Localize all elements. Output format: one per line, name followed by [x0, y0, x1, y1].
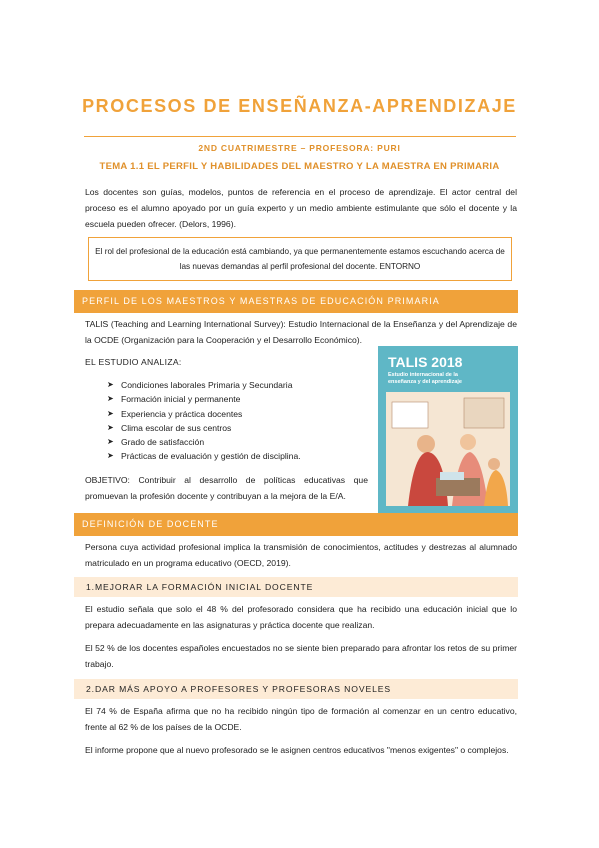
list-item: ➤ Condiciones laborales Primaria y Secundaria [107, 378, 301, 392]
arrow-bullet-icon: ➤ [107, 437, 114, 447]
estudio-list [107, 378, 301, 464]
list-item: ➤ Clima escolar de sus centros [107, 421, 301, 435]
document-subtitle: 2ND CUATRIMESTRE – PROFESORA: PURI [198, 143, 401, 153]
list-item: ➤ Prácticas de evaluación y gestión de disciplina. [107, 449, 301, 463]
arrow-bullet-icon: ➤ [107, 394, 114, 404]
estudio-label: EL ESTUDIO ANALIZA: [85, 357, 182, 367]
talis-cover-image [378, 346, 518, 514]
title-divider [84, 136, 516, 137]
subsection-heading-formacion: 1.MEJORAR LA FORMACIÓN INICIAL DOCENTE [74, 577, 518, 597]
apoyo-paragraph-2: El informe propone que al nuevo profesorado se le asignen centros educativos "menos exigentes" o complejos. [85, 745, 509, 755]
subsection-heading-apoyo: 2.DAR MÁS APOYO A PROFESORES Y PROFESORAS NOVELES [74, 679, 518, 699]
intro-paragraph: Los docentes son guías, modelos, puntos de referencia en el proceso de aprendizaje. El actor central del proceso es el alumno apoyado por un guía experto y un medio ambiente estimulante que sólo el docente y la escuela pueden ofrecer. (Delors, 1996). [85, 187, 517, 229]
arrow-bullet-icon: ➤ [107, 380, 114, 389]
list-item: ➤ Experiencia y práctica docentes [107, 407, 301, 421]
cover-subtitle-2: enseñanza y del aprendizaje [388, 379, 462, 385]
document-title: PROCESOS DE ENSEÑANZA-APRENDIZAJE [82, 96, 517, 116]
cover-illustration [378, 346, 518, 514]
highlight-box: El rol del profesional de la educación está cambiando, ya que permanentemente estamos escuchando acerca de las nuevas demandas al perfil profesional del docente. ENTORNO [88, 237, 512, 281]
arrow-bullet-icon: ➤ [107, 451, 114, 461]
section-heading-perfil: PERFIL DE LOS MAESTROS Y MAESTRAS DE EDUCACIÓN PRIMARIA [74, 290, 518, 313]
cover-subtitle-1: Estudio internacional de la [388, 372, 458, 378]
list-item: ➤ Grado de satisfacción [107, 435, 301, 449]
arrow-bullet-icon: ➤ [107, 408, 114, 418]
topic-heading: TEMA 1.1 EL PERFIL Y HABILIDADES DEL MAESTRO Y LA MAESTRA EN PRIMARIA [99, 161, 500, 172]
apoyo-paragraph-1: El 74 % de España afirma que no ha recibido ningún tipo de formación al comenzar en un centro educativo, frente al 62 % de los países de la OCDE. [85, 706, 517, 732]
section-heading-definicion: DEFINICIÓN DE DOCENTE [74, 513, 518, 536]
objetivo-paragraph: OBJETIVO: Contribuir al desarrollo de políticas educativas que promuevan la profesión docente y contribuyan a la mejora de la E/A. [85, 475, 368, 501]
list-item: ➤ Formación inicial y permanente [107, 392, 301, 406]
definicion-paragraph: Persona cuya actividad profesional implica la transmisión de conocimientos, actitudes y destrezas al alumnado matriculado en un programa educativo (OECD, 2019). [85, 542, 517, 568]
cover-title: TALIS 2018 [388, 354, 463, 370]
formacion-paragraph-1: El estudio señala que solo el 48 % del profesorado considera que ha recibido una educación inicial que lo prepara adecuadamente en las asignaturas y práctica docente que realizan. [85, 604, 517, 630]
talis-paragraph: TALIS (Teaching and Learning International Survey): Estudio Internacional de la Enseñanza y del Aprendizaje de la OCDE (Organización para la Cooperación y el Desarrollo Económico). [85, 319, 517, 345]
formacion-paragraph-2: El 52 % de los docentes españoles encuestados no se siente bien preparado para afrontar los retos de su primer trabajo. [85, 643, 517, 669]
arrow-bullet-icon: ➤ [107, 422, 114, 432]
